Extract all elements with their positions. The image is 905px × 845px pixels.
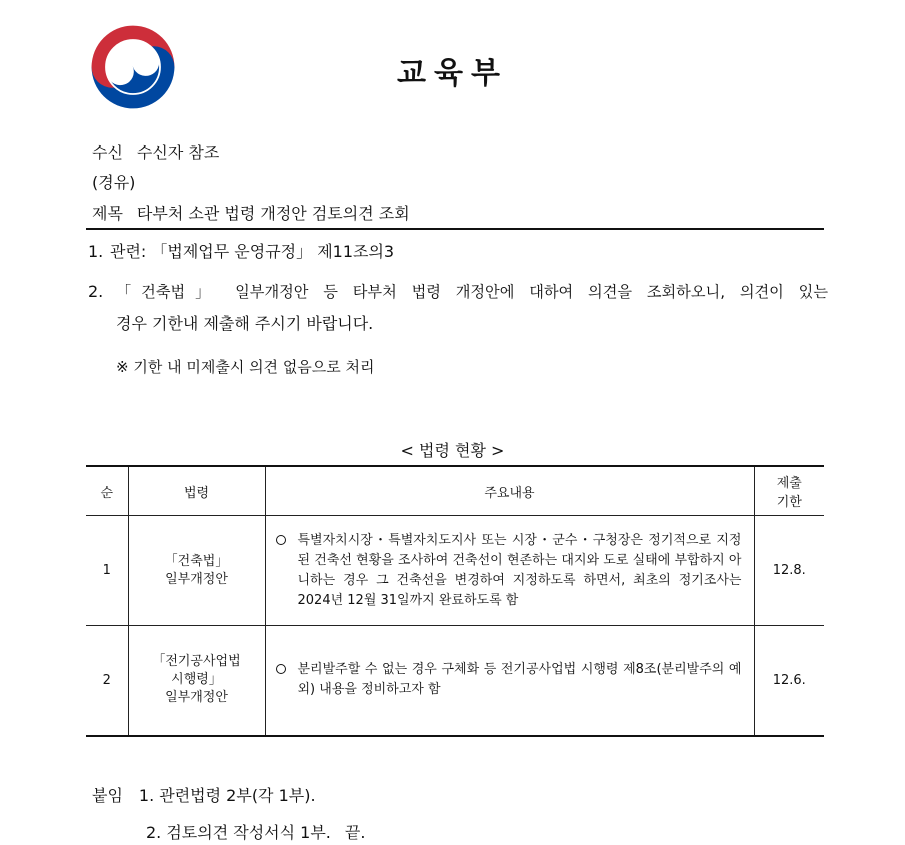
row-2-law	[128, 626, 265, 736]
header-deadline-line-1: 제출	[776, 476, 802, 491]
row-2-content	[265, 626, 754, 736]
subject-value: 타부처 소관 법령 개정안 검토의견 조회	[136, 204, 410, 223]
paragraph-2-number: 2.	[88, 282, 104, 301]
row-2-law-line-1: 「전기공사업법	[152, 654, 241, 670]
table-row	[86, 516, 824, 626]
circle-bullet-icon	[276, 664, 286, 674]
attachment-label: 붙임	[92, 786, 123, 805]
paragraph-1-number: 1.	[88, 242, 104, 261]
recipient-label: 수신	[92, 143, 123, 162]
organization-title: 교육부	[397, 56, 508, 91]
row-2-law-line-2: 시행령」	[171, 672, 222, 688]
table-header-row	[86, 466, 824, 516]
row-1-law	[128, 516, 265, 626]
law-status-table	[86, 465, 824, 737]
header-no: 순	[86, 466, 128, 516]
attachment-item-1: 1. 관련법령 2부(각 1부).	[138, 786, 316, 805]
row-1-law-line-2: 일부개정안	[165, 571, 228, 587]
header-law: 법령	[128, 466, 265, 516]
row-1-content-text: 특별자치시장・특별자치도지사 또는 시장・군수・구청장은 정기적으로 지정된 건축선 현황을 조사하여 건축선이 현존하는 대지와 도로 실태에 부합하지 아니하는 경우 그 건축선을 변경하여 지정하도록 하면서, 최초의 정기조사는 2024년 12월 31일까지 완료하도록 함	[297, 532, 742, 608]
attachment-line-1	[92, 783, 316, 806]
subject-line	[92, 201, 410, 224]
row-1-deadline: 12.8.	[754, 516, 824, 626]
header-deadline	[754, 466, 824, 516]
via-line: (경유)	[92, 173, 136, 192]
row-1-content	[265, 516, 754, 626]
header-content: 주요내용	[265, 466, 754, 516]
header-divider	[86, 228, 824, 230]
paragraph-2-line-1: 「건축법」 일부개정안 등 타부처 법령 개정안에 대하여 의견을 조회하오니, 의견이 있는	[116, 283, 828, 301]
paragraph-2-line-2: 경우 기한내 제출해 주시기 바랍니다.	[116, 314, 374, 333]
recipient-value: 수신자 참조	[136, 143, 220, 162]
row-2-law-line-3: 일부개정안	[165, 690, 228, 706]
paragraph-1-text: 관련: 「법제업무 운영규정」 제11조의3	[110, 242, 395, 261]
circle-bullet-icon	[276, 535, 286, 545]
row-2-no: 2	[86, 626, 128, 736]
row-1-no: 1	[86, 516, 128, 626]
header-deadline-line-2: 기한	[776, 495, 802, 510]
subject-label: 제목	[92, 204, 123, 223]
row-2-content-text: 분리발주할 수 없는 경우 구체화 등 전기공사업법 시행령 제8조(분리발주의 예외) 내용을 정비하고자 함	[297, 662, 742, 698]
document-end-mark: 끝.	[344, 823, 366, 842]
table-row	[86, 626, 824, 736]
row-2-deadline: 12.6.	[754, 626, 824, 736]
attachment-item-2: 2. 검토의견 작성서식 1부.	[146, 823, 331, 842]
paragraph-2	[88, 276, 828, 340]
attachment-line-2	[146, 820, 365, 843]
paragraph-1	[88, 239, 394, 262]
row-1-law-line-1: 「건축법」	[164, 553, 229, 569]
table-title: < 법령 현황 >	[400, 441, 505, 460]
recipient-line	[92, 140, 219, 163]
deadline-note: ※ 기한 내 미제출시 의견 없음으로 처리	[116, 358, 375, 376]
